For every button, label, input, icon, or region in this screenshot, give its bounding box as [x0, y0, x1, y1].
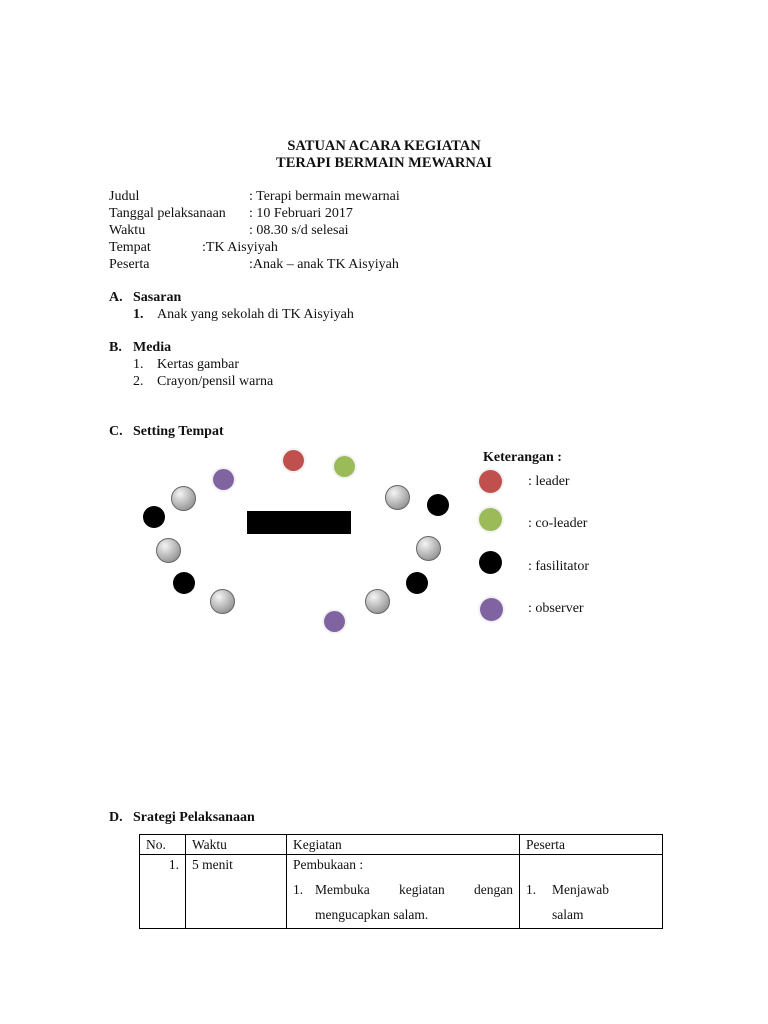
legend-co-leader-swatch	[479, 508, 502, 531]
legend-facilitator-swatch	[479, 551, 502, 574]
kegiatan-item-number: 1.	[293, 882, 304, 897]
info-label-judul: Judul	[109, 189, 140, 204]
info-value-judul: : Terapi bermain mewarnai	[249, 189, 400, 204]
legend-co-leader-label: : co-leader	[528, 516, 588, 531]
co-leader-marker	[334, 456, 355, 477]
section-c-heading: Setting Tempat	[133, 424, 224, 439]
peserta-item-number: 1.	[526, 882, 537, 897]
legend-leader-label: : leader	[528, 474, 570, 489]
legend-title: Keterangan :	[483, 450, 562, 465]
section-b-item-text: Kertas gambar	[157, 357, 240, 372]
kegiatan-item-line2: mengucapkan salam.	[315, 907, 429, 922]
info-label-peserta: Peserta	[109, 257, 150, 272]
table-rectangle	[247, 511, 351, 534]
peserta-item	[526, 881, 656, 927]
participant-marker	[365, 589, 390, 614]
participant-marker	[171, 486, 196, 511]
info-label-tanggal: Tanggal pelaksanaan	[109, 206, 226, 221]
section-b-item-number: 1.	[133, 357, 144, 372]
section-c-letter: C.	[109, 424, 123, 439]
facilitator-marker	[427, 494, 449, 516]
strategy-table	[139, 834, 663, 929]
info-value-peserta: :Anak – anak TK Aisyiyah	[249, 257, 399, 272]
info-value-tanggal: : 10 Februari 2017	[249, 206, 353, 221]
section-a-heading: Sasaran	[133, 290, 182, 305]
section-b-heading: Media	[133, 340, 172, 355]
info-label-waktu: Waktu	[109, 223, 146, 238]
table-header-row	[140, 835, 663, 855]
document-title-line2: TERAPI BERMAIN MEWARNAI	[276, 155, 492, 171]
section-a-letter: A.	[109, 290, 123, 305]
facilitator-marker	[143, 506, 165, 528]
legend-observer-label: : observer	[528, 601, 584, 616]
info-value-tempat: :TK Aisyiyah	[202, 240, 278, 255]
legend-facilitator-label: : fasilitator	[528, 559, 590, 574]
kegiatan-title: Pembukaan :	[293, 857, 364, 872]
peserta-line1: Menjawab	[552, 882, 609, 897]
table-row	[140, 855, 663, 929]
row-peserta	[520, 855, 663, 929]
section-d-heading: Srategi Pelaksanaan	[133, 810, 255, 825]
participant-marker	[156, 538, 181, 563]
header-peserta: Peserta	[520, 835, 663, 855]
header-waktu: Waktu	[186, 835, 287, 855]
header-kegiatan: Kegiatan	[287, 835, 520, 855]
participant-marker	[210, 589, 235, 614]
peserta-line2: salam	[552, 907, 584, 922]
section-b-letter: B.	[109, 340, 122, 355]
kegiatan-item	[293, 881, 513, 927]
section-a-item-text: Anak yang sekolah di TK Aisyiyah	[157, 307, 354, 322]
row-waktu: 5 menit	[186, 855, 287, 929]
row-no: 1.	[140, 855, 186, 929]
legend-observer-swatch	[480, 598, 503, 621]
legend-leader-swatch	[479, 470, 502, 493]
participant-marker	[385, 485, 410, 510]
observer-marker	[213, 469, 234, 490]
row-kegiatan	[287, 855, 520, 929]
document-title-line1: SATUAN ACARA KEGIATAN	[287, 138, 481, 154]
info-value-waktu: : 08.30 s/d selesai	[249, 223, 349, 238]
header-no: No.	[140, 835, 186, 855]
facilitator-marker	[173, 572, 195, 594]
section-b-item-number: 2.	[133, 374, 144, 389]
kegiatan-item-line1: Membuka kegiatan dengan	[315, 882, 513, 897]
observer-marker	[324, 611, 345, 632]
section-d-letter: D.	[109, 810, 123, 825]
info-label-tempat: Tempat	[109, 240, 151, 255]
section-b-item-text: Crayon/pensil warna	[157, 374, 274, 389]
facilitator-marker	[406, 572, 428, 594]
section-a-item-number: 1.	[133, 307, 144, 322]
leader-marker	[283, 450, 304, 471]
participant-marker	[416, 536, 441, 561]
